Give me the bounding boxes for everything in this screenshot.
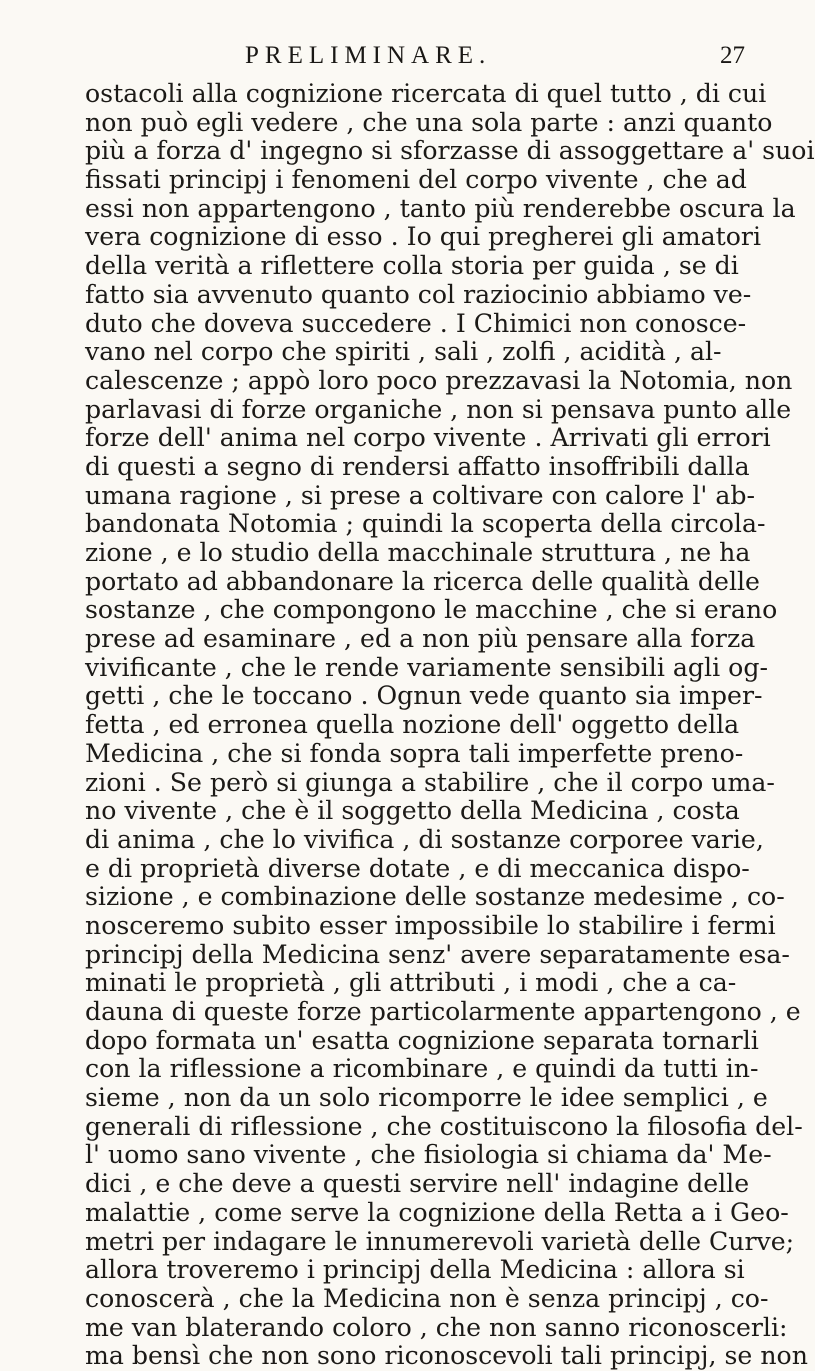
text-line: principj della Medicina senz' avere separatamente esa-: [85, 939, 790, 969]
text-line: l' uomo sano vivente , che fisiologia si chiama da' Me-: [85, 1140, 772, 1170]
text-line: nosceremo subito esser impossibile lo stabilire i fermi: [85, 910, 776, 940]
text-line: portato ad abbandonare la ricerca delle qualità delle: [85, 566, 760, 596]
text-line: malattie , come serve la cognizione della Retta a i Geo-: [85, 1197, 789, 1227]
text-line: fatto sia avvenuto quanto col raziocinio abbiamo ve-: [85, 279, 752, 309]
text-line: calescenze ; appò loro poco prezzavasi la Notomia, non: [85, 365, 793, 395]
text-line: allora troveremo i principj della Medicina : allora si: [85, 1255, 745, 1285]
text-line: essi non appartengono , tanto più renderebbe oscura la: [85, 193, 796, 223]
text-line: generali di riflessione , che costituiscono la filosofia del-: [85, 1111, 803, 1141]
running-title: PRELIMINARE.: [245, 42, 492, 69]
text-line: zione , e lo studio della macchinale struttura , ne ha: [85, 538, 751, 567]
text-line: di anima , che lo vivifica , di sostanze corporee varie,: [85, 824, 764, 854]
text-line: prese ad esaminare , ed a non più pensare alla forza: [85, 624, 756, 654]
text-line: più a forza d' ingegno si sforzasse di assoggettare a' suoi: [85, 136, 815, 166]
text-line: minati le proprietà , gli attributi , i modi , che a ca-: [85, 968, 737, 998]
text-line: sieme , non da un solo ricomporre le idee semplici , e: [85, 1083, 768, 1113]
text-line: con la riflessione a ricombinare , e quindi da tutti in-: [85, 1054, 759, 1084]
text-line: forze dell' anima nel corpo vivente . Arrivati gli errori: [85, 423, 771, 453]
text-line: parlavasi di forze organiche , non si pensava punto alle: [85, 394, 792, 424]
text-line: sostanze , che compongono le macchine , che si erano: [85, 595, 778, 625]
text-line: non può egli vedere , che una sola parte : anzi quanto: [85, 107, 773, 137]
text-line: vivificante , che le rende variamente sensibili agli og-: [85, 652, 768, 682]
text-line: metri per indagare le innumerevoli varietà delle Curve;: [85, 1226, 795, 1256]
text-line: vano nel corpo che spiriti , sali , zolfi , acidità , al-: [85, 337, 722, 367]
text-line: Medicina , che si fonda sopra tali imperfette preno-: [85, 738, 744, 768]
text-line: dopo formata un' esatta cognizione separata tornarli: [85, 1025, 759, 1055]
page-number: 27: [720, 42, 745, 69]
text-line: umana ragione , si prese a coltivare con calore l' ab-: [85, 480, 755, 510]
text-line: sizione , e combinazione delle sostanze medesime , co-: [85, 882, 785, 912]
text-line: zioni . Se però si giunga a stabilire , che il corpo uma-: [85, 767, 775, 797]
text-line: e di proprietà diverse dotate , e di meccanica dispo-: [85, 853, 750, 883]
text-line: no vivente , che è il soggetto della Medicina , costa: [85, 796, 740, 826]
text-line: fetta , ed erronea quella nozione dell' oggetto della: [85, 710, 740, 740]
text-line: getti , che le toccano . Ognun vede quanto sia imper-: [85, 681, 763, 711]
text-line: di questi a segno di rendersi affatto insoffribili dalla: [85, 451, 750, 481]
text-line: dici , e che deve a questi servire nell' indagine delle: [85, 1169, 750, 1199]
text-line: della verità a riflettere colla storia per guida , se di: [85, 251, 739, 281]
text-line: duto che doveva succedere . I Chimici non conosce-: [85, 308, 747, 338]
text-line: dauna di queste forze particolarmente appartengono , e: [85, 997, 801, 1026]
body-text: [85, 79, 815, 1371]
text-line: bandonata Notomia ; quindi la scoperta della circola-: [85, 509, 766, 539]
text-line: fissati principj i fenomeni del corpo vivente , che ad: [85, 165, 747, 195]
running-head: [245, 42, 745, 82]
text-line: vera cognizione di esso . Io qui pregherei gli amatori: [85, 222, 762, 252]
text-line: conoscerà , che la Medicina non è senza principj , co-: [85, 1283, 769, 1313]
text-line: ostacoli alla cognizione ricercata di quel tutto , di cui: [85, 79, 767, 108]
text-line: ma bensì che non sono riconoscevoli tali principj, se non: [85, 1341, 808, 1371]
text-line: me van blaterando coloro , che non sanno riconoscerli:: [85, 1312, 788, 1342]
